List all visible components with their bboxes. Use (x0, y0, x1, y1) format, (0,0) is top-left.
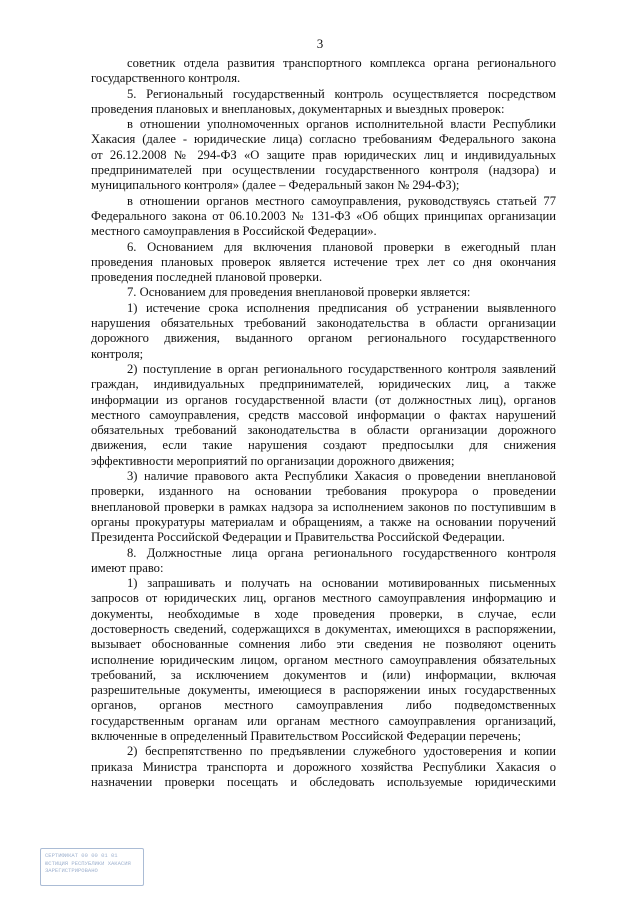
text-line: в отношении органов местного самоуправления, руководствуясь статьей 77 (127, 193, 556, 208)
text-line: местного самоуправления в Российской Федерации». (91, 224, 377, 239)
text-line: вызывает обоснованные сомнения либо эти сведения не позволяют оценить (91, 637, 556, 652)
text-line: от 26.12.2008 № 294-ФЗ «О защите прав юридических лиц и индивидуальных (91, 147, 556, 162)
text-line: запросов от юридических лиц, органов местного самоуправления информацию и (91, 591, 556, 606)
text-line: 7. Основанием для проведения внеплановой проверки является: (127, 285, 471, 300)
text-line: разрешительные документы, имеющиеся в распоряжении иных государственных (91, 683, 556, 698)
text-line: Федерального закона от 06.10.2003 № 131-ФЗ «Об общих принципах организации (91, 208, 556, 223)
stamp-line: ЗАРЕГИСТРИРОВАНО (45, 867, 98, 874)
text-line: приказа Министра транспорта и дорожного хозяйства Республики Хакасия о (91, 759, 556, 774)
stamp-line: СЕРТИФИКАТ 00 00 01 01 (45, 852, 118, 859)
text-line: органов, органов местного самоуправления либо подведомственных (91, 698, 556, 713)
text-line: 1) запрашивать и получать на основании мотивированных письменных (127, 576, 556, 591)
text-line: государственного контроля. (91, 71, 241, 86)
text-line: 2) поступление в орган регионального государственного контроля заявлений (127, 361, 556, 376)
text-line: требований, за исключением документов и (или) информации, включая (91, 667, 556, 682)
text-line: информации из органов государственной власти (от должностных лиц), органов (91, 392, 556, 407)
text-line: Хакасия (далее - юридические лица) согласно требованиям Федерального закона (91, 132, 556, 147)
text-line: проведения плановых и внеплановых, документарных и выездных проверок: (91, 101, 505, 116)
text-line: достоверность сведений, содержащихся в документах, имеющихся в распоряжении, (91, 621, 556, 636)
text-line: 1) истечение срока исполнения предписания об устранении выявленного (127, 300, 556, 315)
text-line: нарушения обязательных требований законодательства в области организации (91, 316, 556, 331)
text-line: граждан, индивидуальных предпринимателей, юридических лиц, а также (91, 377, 556, 392)
text-line: внеплановой проверки в рамках надзора за исполнением законов по поступившим в (91, 499, 556, 514)
text-line: Президента Российской Федерации и Правительства Российской Федерации. (91, 530, 505, 545)
text-line: назначении проверки посещать и обследовать используемые юридическими (91, 774, 556, 789)
registration-stamp (40, 848, 144, 886)
text-line: предпринимателей при осуществлении государственного контроля (надзора) и (91, 163, 556, 178)
text-line: исполнение юридическим лицом, органом местного самоуправления обязательных (91, 652, 556, 667)
text-line: движения, если такие нарушения создают предпосылки для снижения (91, 438, 556, 453)
text-line: 5. Региональный государственный контроль осуществляется посредством (127, 86, 556, 101)
text-line: проведения последней плановой проверки. (91, 270, 323, 285)
text-line: 6. Основанием для включения плановой проверки в ежегодный план (127, 239, 556, 254)
text-line: обязательных требований законодательства в области организации дорожного (91, 423, 556, 438)
text-line: включенные в определенный Правительством Российской Федерации перечень; (91, 729, 521, 744)
text-line: муниципального контроля» (далее – Федеральный закон № 294-ФЗ); (91, 178, 460, 193)
text-line: советник отдела развития транспортного комплекса органа регионального (127, 56, 556, 70)
stamp-line: ЮСТИЦИЯ РЕСПУБЛИКИ ХАКАСИЯ (45, 859, 131, 867)
text-line: эффективности мероприятий по организации дорожного движения; (91, 453, 455, 468)
text-line: контроля; (91, 346, 144, 361)
text-line: имеют право: (91, 560, 164, 575)
text-line: проверки, изданного на основании требования прокурора о проведении (91, 484, 556, 499)
text-line: государственным органам или органам местного самоуправления организаций, (91, 713, 556, 728)
text-line: в отношении уполномоченных органов исполнительной власти Республики (127, 117, 556, 132)
text-line: проведения плановых проверок является истечение трех лет со дня окончания (91, 254, 556, 269)
page-number: 3 (316, 36, 324, 51)
text-line: 8. Должностные лица органа регионального государственного контроля (127, 545, 556, 560)
text-line: местного самоуправления, средств массовой информации о фактах нарушений (91, 407, 556, 422)
text-line: 2) беспрепятственно по предъявлении служебного удостоверения и копии (127, 744, 556, 759)
text-line: 3) наличие правового акта Республики Хакасия о проведении внеплановой (127, 469, 556, 484)
text-line: документы, необходимые в ходе проведения проверки, в случае, если (91, 606, 556, 621)
body-text (91, 56, 556, 790)
text-line: дорожного движения, выданного органом регионального государственного (91, 331, 556, 346)
text-line: органы прокуратуры материалам и обращениям, а также на основании поручений (91, 514, 556, 529)
